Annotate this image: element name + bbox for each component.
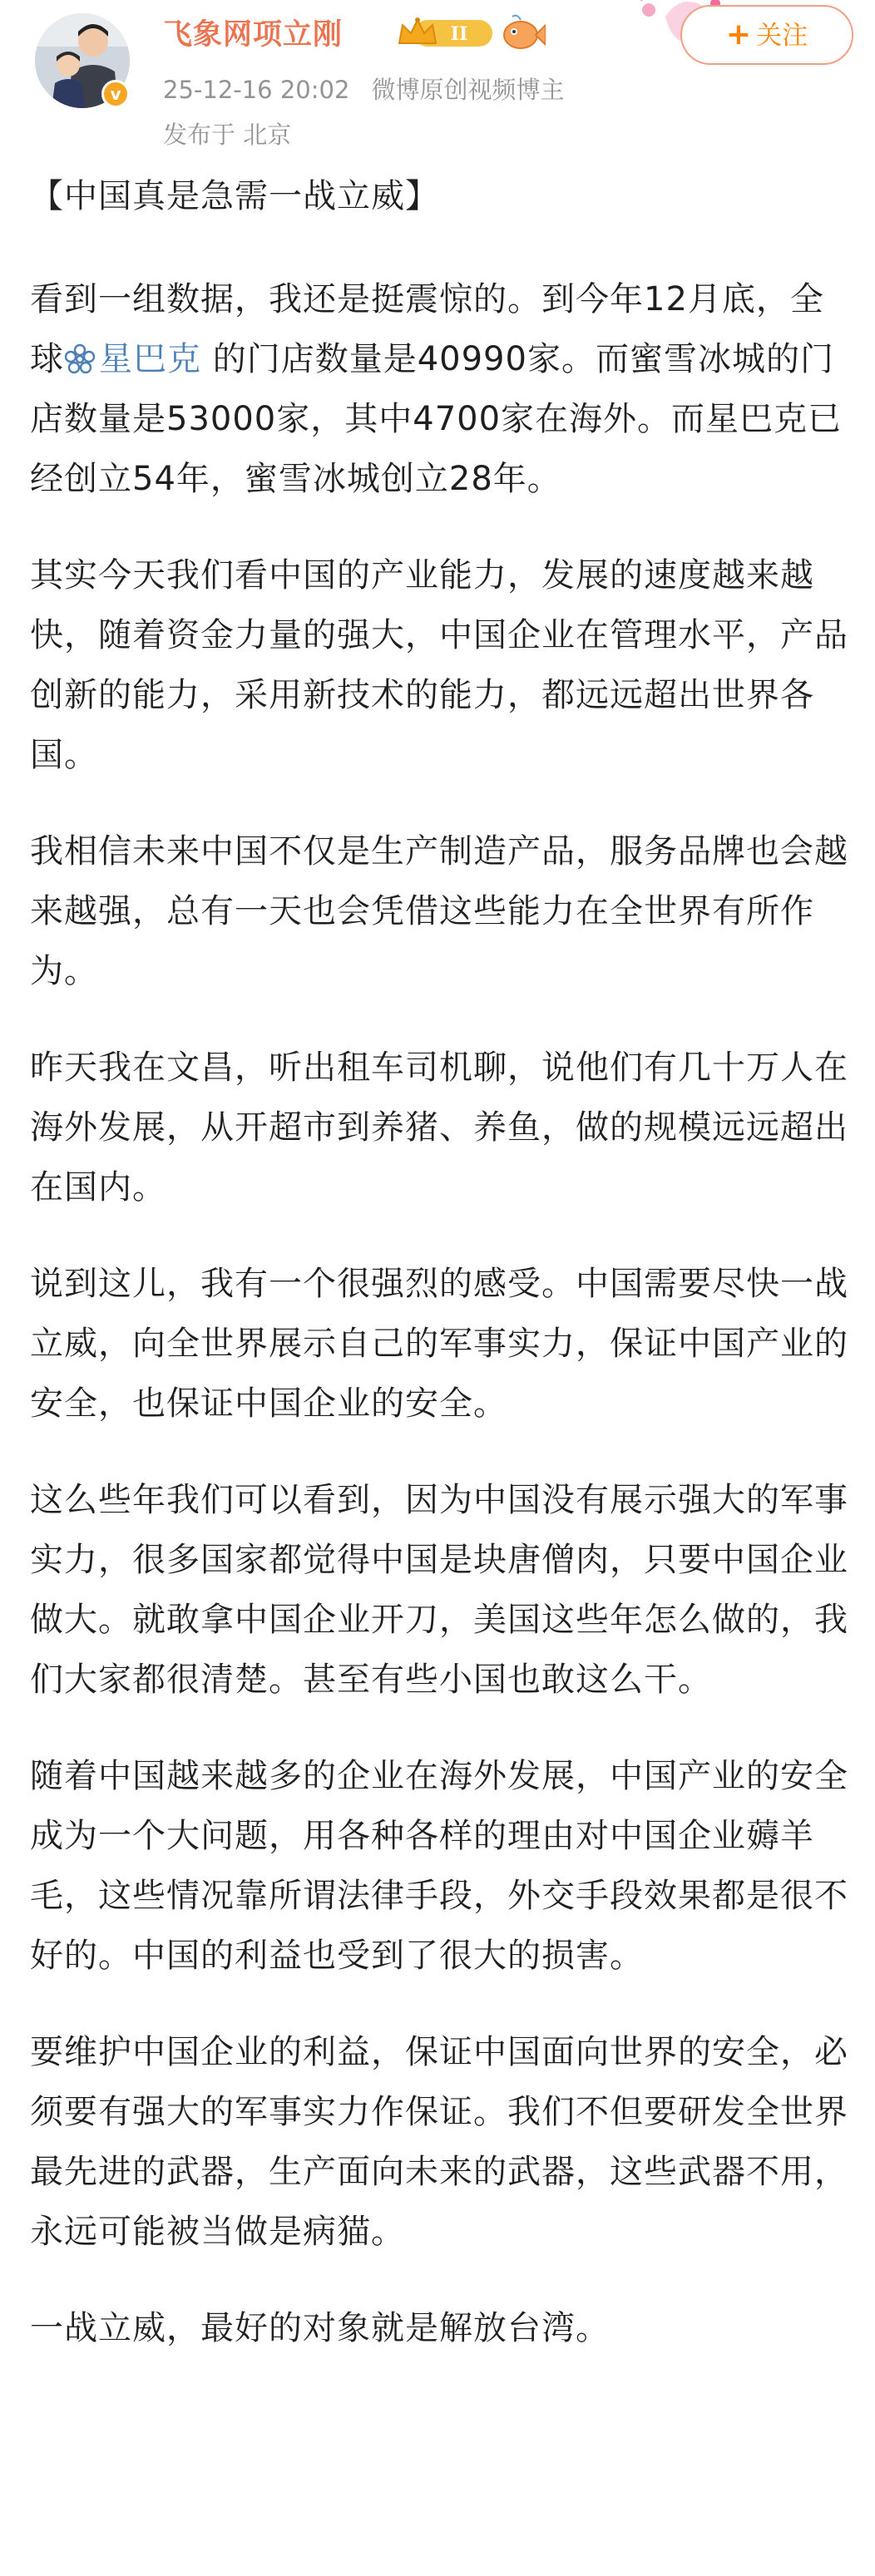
author-name[interactable]: 飞象网项立刚: [163, 18, 344, 52]
plus-icon: +: [725, 17, 752, 52]
follow-button[interactable]: [680, 5, 853, 65]
post-body: [30, 166, 853, 2395]
paragraph-1: [30, 269, 853, 509]
paragraph-1-end: 的门店数量是40990家。而蜜雪冰城的门店数量是53000家，其中4700家在海外。而星巴克已经创立54年，蜜雪冰城创立28年。: [30, 340, 843, 498]
flower-topic-icon: [64, 343, 96, 375]
crown-level-badge-icon: [396, 15, 496, 52]
paragraph-8: 要维护中国企业的利益，保证中国面向世界的安全，必须要有强大的军事实力作保证。我们不但要研发全世界最先进的武器，生产面向未来的武器，这些武器不用，永远可能被当做是病猫。: [30, 2033, 848, 2251]
post-meta: [163, 72, 586, 106]
starbucks-link-label: 星巴克: [99, 340, 201, 378]
paragraph-2: 其实今天我们看中国的产业能力，发展的速度越来越快，随着资金力量的强大，中国企业在管理水平，产品创新的能力，采用新技术的能力，都远远超出世界各国。: [30, 556, 848, 774]
paragraph-7: 随着中国越来越多的企业在海外发展，中国产业的安全成为一个大问题，用各种各样的理由对中国企业薅羊毛，这些情况靠所谓法律手段，外交手段效果都是很不好的。中国的利益也受到了很大的损害。: [30, 1757, 848, 1975]
post-location: 发布于 北京: [163, 121, 292, 149]
paragraph-1-start: 看到一组数据，我还是挺震惊的。到今年12月底，全球: [30, 280, 824, 378]
verified-icon: v: [101, 80, 130, 108]
paragraph-3: 我相信未来中国不仅是生产制造产品，服务品牌也会越来越强，总有一天也会凭借这些能力在全世界有所作为。: [30, 832, 848, 990]
follow-label: 关注: [756, 21, 808, 51]
paragraph-9: 一战立威，最好的对象就是解放台湾。: [30, 2309, 610, 2347]
post-title: 【中国真是急需一战立威】: [30, 177, 439, 215]
post-timestamp[interactable]: 25-12-16 20:02: [163, 76, 350, 104]
author-tag: 微博原创视频博主: [371, 76, 565, 104]
starbucks-link[interactable]: [64, 340, 201, 378]
paragraph-6: 这么些年我们可以看到，因为中国没有展示强大的军事实力，很多国家都觉得中国是块唐僧肉，只要中国企业做大。就敢拿中国企业开刀，美国这些年怎么做的，我们大家都很清楚。甚至有些小国也敢这么干。: [30, 1481, 848, 1699]
paragraph-4: 昨天我在文昌，听出租车司机聊，说他们有几十万人在海外发展，从开超市到养猪、养鱼，做的规模远远超出在国内。: [30, 1049, 848, 1207]
fish-icon: [499, 12, 546, 55]
paragraph-5: 说到这儿，我有一个很强烈的感受。中国需要尽快一战立威，向全世界展示自己的军事实力，保证中国产业的安全，也保证中国企业的安全。: [30, 1265, 848, 1423]
level-badge-text: II: [450, 23, 468, 45]
